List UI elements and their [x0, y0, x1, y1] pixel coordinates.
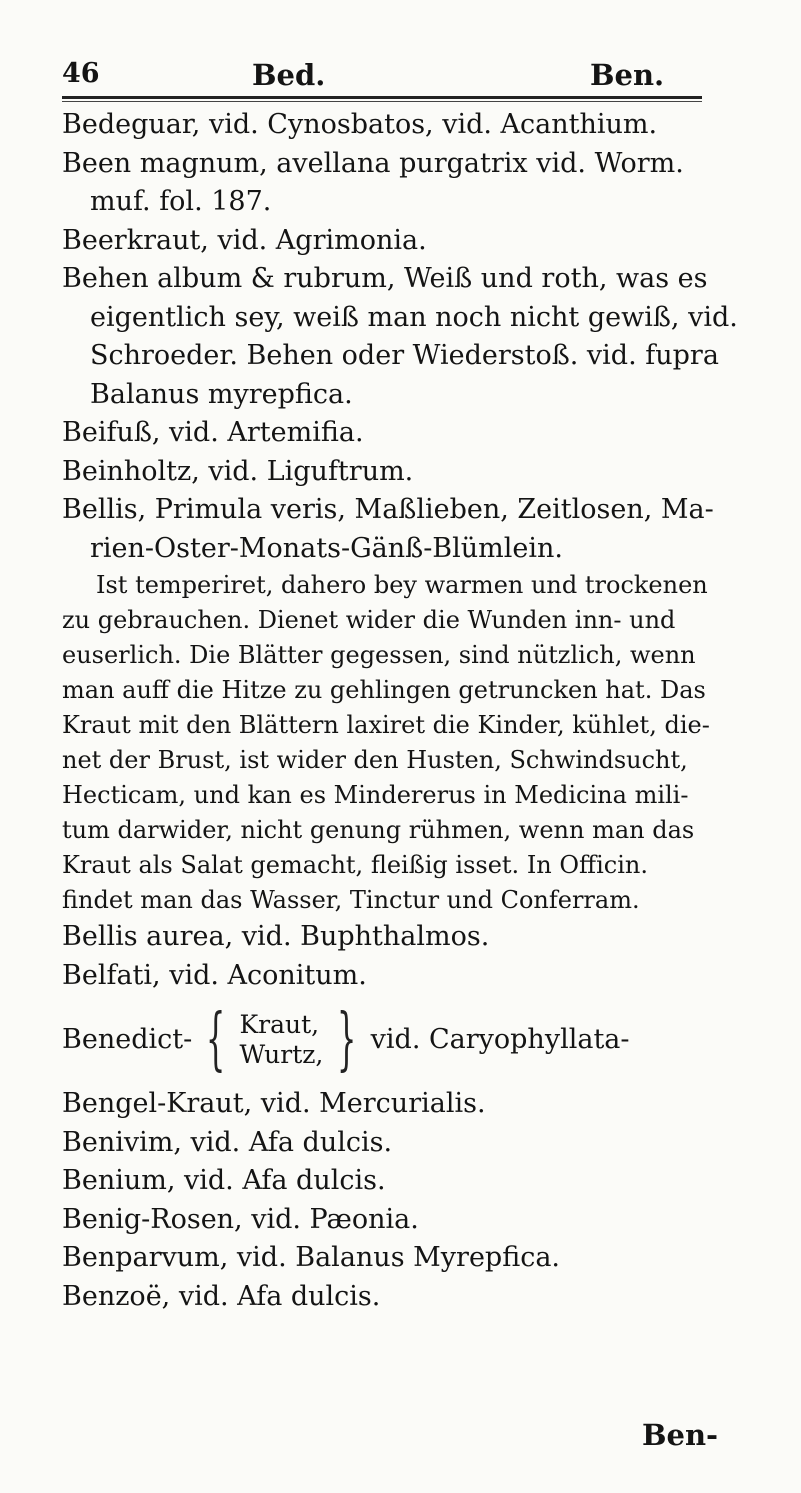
entry-benig-rosen	[62, 1201, 712, 1240]
entry-line: Belfati, vid. Aconitum.	[62, 959, 367, 991]
entry-beerkraut	[62, 222, 712, 261]
entry-beinholtz	[62, 453, 712, 492]
header-right-word: Ben.	[590, 58, 665, 92]
header-rule-thin	[62, 101, 702, 102]
running-header	[62, 58, 702, 98]
entry-benzoe	[62, 1278, 712, 1317]
entry-line: Bellis aurea, vid. Buphthalmos.	[62, 921, 490, 952]
entry-line: Benparvum, vid. Balanus Myrepfica.	[62, 1242, 561, 1273]
body-line: net der Brust, ist wider den Husten, Schwindsucht,	[62, 746, 688, 774]
entry-been-magnum	[62, 145, 712, 222]
entry-line: Benig-Rosen, vid. Pæonia.	[62, 1203, 419, 1235]
entry-line: Beinholtz, vid. Liguftrum.	[62, 455, 414, 487]
entry-line: eigentlich sey, weiß man noch nicht gewiß, vid.	[90, 301, 738, 333]
brace-stack	[239, 1010, 323, 1070]
entry-line: Behen album & rubrum, Weiß und roth, was es	[62, 263, 708, 294]
entry-bellis-description	[62, 568, 712, 918]
entry-bedeguar	[62, 106, 712, 145]
entry-benium	[62, 1162, 712, 1201]
body-line: Kraut mit den Blättern laxiret die Kinder, kühlet, die-	[62, 711, 710, 739]
body-line: findet man das Wasser, Tinctur und Conferram.	[62, 886, 640, 914]
body-line: zu gebrauchen. Dienet wider die Wunden inn- und	[62, 606, 676, 634]
right-brace: }	[337, 1000, 357, 1079]
entry-benedict	[62, 995, 712, 1085]
body-line: man auff die Hitze zu gehlingen getruncken hat. Das	[62, 676, 706, 704]
entry-bengel-kraut	[62, 1085, 712, 1124]
entry-line: Benium, vid. Afa dulcis.	[62, 1165, 386, 1196]
catchword: Ben-	[642, 1418, 719, 1452]
body-line: Ist temperiret, dahero bey warmen und trockenen	[96, 571, 708, 599]
entry-beifuss	[62, 414, 712, 453]
entry-benparvum	[62, 1239, 712, 1278]
entry-benivim	[62, 1124, 712, 1163]
entry-list	[62, 106, 738, 1316]
body-line: tum darwider, nicht genung rühmen, wenn man das	[62, 816, 695, 844]
header-rule	[62, 96, 702, 99]
entry-bellis	[62, 491, 712, 568]
entry-line: Schroeder. Behen oder Wiederstoß. vid. fupra	[90, 340, 719, 371]
brace-key: Benedict-	[62, 1023, 193, 1055]
brace-lower: Wurtz,	[239, 1040, 324, 1069]
page-number: 46	[62, 58, 100, 89]
entry-line: Beifuß, vid. Artemifia.	[62, 417, 364, 448]
brace-upper: Kraut,	[239, 1010, 320, 1039]
left-brace: {	[206, 1000, 226, 1079]
brace-tail: vid. Caryophyllata-	[370, 1023, 630, 1055]
entry-line: rien-Oster-Monats-Gänß-Blümlein.	[90, 532, 564, 564]
entry-line: Benzoë, vid. Afa dulcis.	[62, 1280, 381, 1312]
body-line: Hecticam, und kan es Mindererus in Medicina mili-	[62, 781, 689, 809]
entry-line: Been magnum, avellana purgatrix vid. Worm.	[62, 147, 684, 179]
entry-line: Bellis, Primula veris, Maßlieben, Zeitlosen, Ma-	[62, 494, 714, 525]
header-left-word: Bed.	[252, 58, 326, 92]
entry-behen	[62, 260, 738, 414]
entry-line: Benivim, vid. Afa dulcis.	[62, 1126, 393, 1158]
entry-line: Bengel-Kraut, vid. Mercurialis.	[62, 1088, 486, 1119]
body-line: euserlich. Die Blätter gegessen, sind nützlich, wenn	[62, 641, 696, 669]
entry-line: Balanus myrepfica.	[90, 378, 353, 410]
entry-line: Bedeguar, vid. Cynosbatos, vid. Acanthium.	[62, 109, 658, 140]
entry-line: muf. fol. 187.	[90, 186, 272, 217]
entry-line: Beerkraut, vid. Agrimonia.	[62, 224, 427, 256]
entry-bellis-aurea	[62, 918, 712, 957]
body-line: Kraut als Salat gemacht, fleißig isset. In Officin.	[62, 851, 648, 879]
entry-belfati	[62, 957, 712, 996]
